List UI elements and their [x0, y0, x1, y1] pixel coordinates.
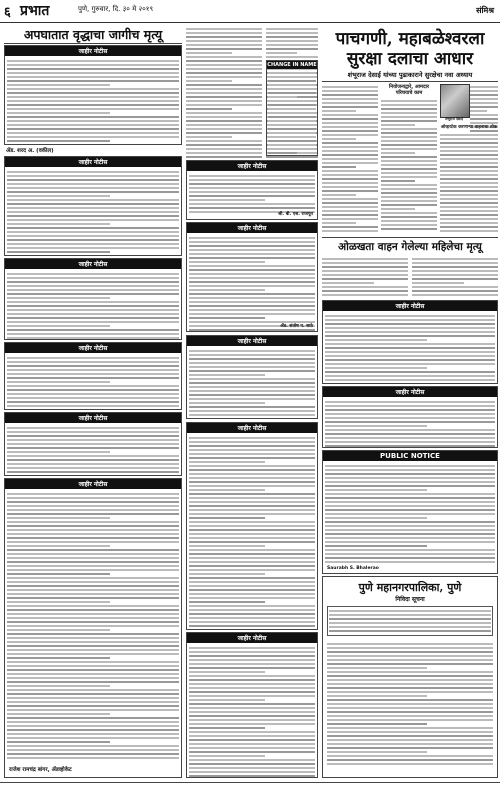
- notice-body: [5, 353, 181, 410]
- notice-block-3: [4, 258, 182, 340]
- main-article-col-4: [440, 132, 498, 234]
- notice-heading: जाहीर नोटीस: [5, 343, 181, 353]
- sub-headline: ओव्हरटेक करणाऱ्या वाहनाचा ठोक: [440, 125, 498, 130]
- notice-heading: जाहीर नोटीस: [187, 633, 317, 643]
- notice-block-6: [4, 478, 182, 778]
- advocate-signature: राजेश रामचंद्र बांगर, ॲडव्होकेट: [9, 767, 72, 773]
- notice-body: [5, 423, 181, 476]
- notice-heading: जाहीर नोटीस: [5, 46, 181, 56]
- right-notice-1: [322, 300, 498, 384]
- second-headline: ओळखता वाहन गेलेल्या महिलेचा मृत्यू: [338, 241, 482, 253]
- notice-block-1: [4, 45, 182, 145]
- main-headline-2: सुरक्षा दलाचा आधार: [346, 49, 474, 69]
- middle-notice-2: [186, 222, 318, 332]
- second-article-col-1: [322, 256, 408, 298]
- notice-body: [5, 56, 181, 144]
- notice-heading: जाहीर नोटीस: [187, 161, 317, 171]
- pmc-title: पुणे महानगरपालिका, पुणे: [358, 581, 462, 594]
- notice-heading: जाहीर नोटीस: [187, 423, 317, 433]
- right-notice-2: [322, 386, 498, 448]
- main-subhead: शंभूराज देसाई यांच्या पुढाकाराने सुरक्षेचा नवा अध्याय: [347, 71, 473, 79]
- notice-body: [5, 167, 181, 256]
- pmc-table: [327, 606, 493, 636]
- dateline: पुणे, गुरुवार, दि. ३० मे २०१९: [78, 5, 154, 13]
- notice-body: [5, 489, 181, 769]
- notice-heading: जाहीर नोटीस: [5, 157, 181, 167]
- pmc-tender-box: [322, 576, 498, 778]
- page-header: [0, 0, 500, 23]
- notice-heading: जाहीर नोटीस: [5, 413, 181, 423]
- notice-body: [5, 269, 181, 340]
- middle-notice-5: [186, 632, 318, 778]
- advocate-label: ॲड. शरद अ. (वकील): [6, 148, 54, 154]
- notice-heading: जाहीर नोटीस: [323, 387, 497, 397]
- public-notice-title: PUBLIC NOTICE: [323, 451, 497, 461]
- notice-heading: जाहीर नोटीस: [187, 336, 317, 346]
- second-article-col-2: [412, 256, 498, 298]
- notice-heading: जाहीर नोटीस: [323, 301, 497, 311]
- photo-caption: शंभूराज देसाई: [445, 117, 463, 121]
- main-article-col-2: [381, 98, 437, 234]
- notice-block-5: [4, 412, 182, 476]
- public-notice-box: [322, 450, 498, 574]
- newspaper-title: प्रभात: [20, 3, 50, 19]
- change-in-name-box: [266, 60, 318, 156]
- page-number: ६: [4, 5, 11, 20]
- signature: ॲड. संतोष प. साठे: [280, 324, 313, 329]
- main-article-col-1: [322, 84, 378, 234]
- change-in-name-title: CHANGE IN NAME: [267, 62, 317, 68]
- middle-article-text: [186, 26, 262, 158]
- main-col-heading: नियोजनाद्वारे, आमदार परिचयाचे काम: [389, 84, 429, 96]
- notice-block-2: [4, 156, 182, 256]
- public-notice-signature: Saurabh S. Bhalerao: [327, 566, 379, 571]
- notice-block-4: [4, 342, 182, 410]
- middle-notice-3: [186, 335, 318, 419]
- pmc-subtitle: निविदा सूचना: [395, 596, 425, 603]
- middle-notice-4: [186, 422, 318, 630]
- notice-heading: जाहीर नोटीस: [187, 223, 317, 233]
- left-headline: अपघातात वृद्धाचा जागीच मृत्यू: [23, 27, 163, 42]
- main-headline-1: पाचगणी, महाबळेश्वरला: [335, 29, 485, 49]
- notice-heading: जाहीर नोटीस: [5, 259, 181, 269]
- signature: श्री. बी. एस. राजपूत: [278, 212, 313, 217]
- notice-heading: जाहीर नोटीस: [5, 479, 181, 489]
- portrait-photo: [440, 84, 470, 118]
- middle-notice-1: [186, 160, 318, 220]
- section-label: संमिश्र: [476, 6, 494, 15]
